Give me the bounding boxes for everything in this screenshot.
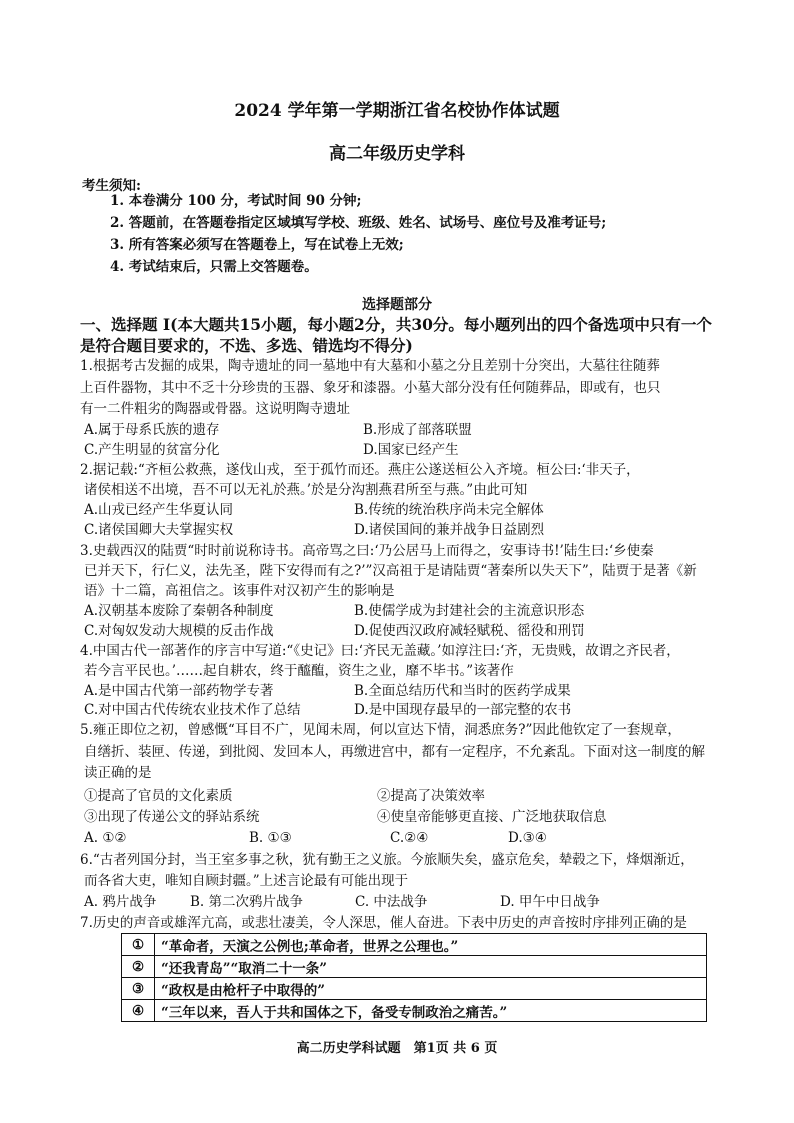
table-cell-quote: “革命者，天演之公例也;革命者，世界之公理也。” bbox=[155, 934, 707, 956]
notice-item: 1. 本卷满分 100 分，考试时间 90 分钟; bbox=[110, 193, 362, 209]
answer-option: C.②④ bbox=[390, 830, 429, 846]
answer-option: B. ①③ bbox=[249, 830, 292, 846]
table-cell-quote: “三年以来，吾人于共和国体之下，备受专制政治之痛苦。” bbox=[155, 1000, 707, 1022]
answer-option: D.促使西汉政府减轻赋税、徭役和刑罚 bbox=[354, 623, 585, 639]
question-text: 已并天下，行仁义，法先圣，陛下安得而有之?’”汉高祖于是请陆贾“著秦所以失天下”，陆贾于是著《新 bbox=[84, 563, 697, 579]
table-cell-number: ④ bbox=[122, 1000, 155, 1022]
quote-table bbox=[121, 933, 707, 1022]
notice-item: 3. 所有答案必须写在答题卷上，写在试卷上无效; bbox=[110, 237, 404, 253]
notice-item: 4. 考试结束后，只需上交答题卷。 bbox=[110, 259, 318, 275]
answer-option: A.属于母系氏族的遗存 bbox=[84, 422, 220, 438]
table-row bbox=[122, 978, 707, 1000]
answer-option: A.汉朝基本废除了秦朝各种制度 bbox=[84, 603, 274, 619]
answer-option: B. 第二次鸦片战争 bbox=[190, 894, 304, 910]
answer-option: C.诸侯国卿大夫掌握实权 bbox=[84, 522, 234, 538]
table-cell-number: ① bbox=[122, 934, 155, 956]
answer-option: C.对中国古代传统农业技术作了总结 bbox=[84, 702, 301, 718]
statement-item: ④使皇帝能够更直接、广泛地获取信息 bbox=[377, 809, 607, 825]
question-text: 而各省大吏，唯知自顾封疆。”上述言论最有可能出现于 bbox=[84, 873, 409, 889]
table-cell-number: ③ bbox=[122, 978, 155, 1000]
answer-option: D.是中国现存最早的一部完整的农书 bbox=[354, 702, 572, 718]
table-cell-number: ② bbox=[122, 956, 155, 978]
answer-option: D.③④ bbox=[508, 830, 547, 846]
question-text: 4.中国古代一部著作的序言中写道:“《史记》曰:‘齐民无盖藏。’如淳注曰:‘齐，无贵贱，故谓之齐民者， bbox=[80, 643, 680, 659]
question-text: 读正确的是 bbox=[84, 765, 152, 781]
answer-option: C.产生明显的贫富分化 bbox=[84, 442, 220, 458]
answer-option: D.国家已经产生 bbox=[363, 442, 459, 458]
answer-option: D.诸侯国间的兼并战争日益剧烈 bbox=[354, 522, 545, 538]
answer-option: A. 鸦片战争 bbox=[84, 894, 157, 910]
answer-option: A. ①② bbox=[84, 830, 127, 846]
answer-option: B.形成了部落联盟 bbox=[363, 422, 472, 438]
answer-option: B.全面总结历代和当时的医药学成果 bbox=[354, 683, 571, 699]
question-text: 5.雍正即位之初，曾感慨“耳目不广，见闻未周，何以宣达下情，洞悉庶务?”因此他钦定了一套规章， bbox=[80, 722, 681, 738]
section-instruction: 一、选择题 Ⅰ(本大题共15小题，每小题2分，共30分。每小题列出的四个备选项中只有一个 bbox=[80, 315, 712, 334]
question-text: 7.历史的声音或雄浑亢高，或悲壮凄美，令人深思，催人奋进。下表中历史的声音按时序排列正确的是 bbox=[80, 915, 687, 931]
answer-option: B.使儒学成为封建社会的主流意识形态 bbox=[354, 603, 585, 619]
section-heading: 选择题部分 bbox=[362, 297, 432, 313]
notice-heading: 考生须知: bbox=[82, 178, 141, 194]
statement-item: ②提高了决策效率 bbox=[377, 788, 485, 804]
table-cell-quote: “政权是由枪杆子中取得的” bbox=[155, 978, 707, 1000]
question-text: 自缮折、装匣、传递，到批阅、发回本人，再缴进宫中，都有一定程序，不允紊乱。下面对这一制度的解 bbox=[84, 744, 705, 760]
question-text: 1.根据考古发掘的成果，陶寺遗址的同一墓地中有大墓和小墓之分且差别十分突出，大墓往往随葬 bbox=[80, 358, 660, 374]
answer-option: D. 甲午中日战争 bbox=[500, 894, 600, 910]
question-text: 6.“古者列国分封，当王室多事之秋，犹有勤王之义旅。今旅顺失矣，盛京危矣，辇毂之下，烽烟渐近， bbox=[80, 852, 694, 868]
table-cell-quote: “还我青岛”“取消二十一条” bbox=[155, 956, 707, 978]
exam-title: 2024 学年第一学期浙江省名校协作体试题 bbox=[234, 101, 560, 121]
question-text: 诸侯相送不出境，吾不可以无礼於燕。’於是分沟割燕君所至与燕。”由此可知 bbox=[84, 482, 528, 498]
question-text: 有一二件粗劣的陶器或骨器。这说明陶寺遗址 bbox=[80, 401, 350, 417]
answer-option: C.对匈奴发动大规模的反击作战 bbox=[84, 623, 274, 639]
statement-item: ①提高了官员的文化素质 bbox=[84, 788, 233, 804]
table-row bbox=[122, 1000, 707, 1022]
question-text: 2.据记载:“齐桓公救燕，遂伐山戎，至于孤竹而还。燕庄公遂送桓公入齐境。桓公曰:‘非天子， bbox=[80, 462, 640, 478]
table-row bbox=[122, 956, 707, 978]
section-instruction: 是符合题目要求的，不选、多选、错选均不得分) bbox=[80, 336, 413, 355]
question-text: 若今言平民也。’……起自耕农，终于醯醢，资生之业，靡不毕书。”该著作 bbox=[84, 663, 514, 679]
exam-subtitle: 高二年级历史学科 bbox=[329, 144, 465, 164]
answer-option: C. 中法战争 bbox=[355, 894, 428, 910]
question-text: 3.史载西汉的陆贾“时时前说称诗书。高帝骂之曰:‘乃公居马上而得之，安事诗书!’陆生曰:‘乡使秦 bbox=[80, 543, 654, 559]
question-text: 上百件器物，其中不乏十分珍贵的玉器、象牙和漆器。小墓大部分没有任何随葬品，即或有，也只 bbox=[80, 380, 661, 396]
answer-option: A.山戎已经产生华夏认同 bbox=[84, 502, 234, 518]
answer-option: B.传统的统治秩序尚未完全解体 bbox=[354, 502, 544, 518]
notice-item: 2. 答题前，在答题卷指定区域填写学校、班级、姓名、试场号、座位号及准考证号; bbox=[110, 215, 607, 231]
page-footer: 高二历史学科试题 第1页 共 6 页 bbox=[296, 1041, 498, 1056]
table-row bbox=[122, 934, 707, 956]
question-text: 语》十二篇，高祖信之。该事件对汉初产生的影响是 bbox=[84, 583, 395, 599]
statement-item: ③出现了传递公文的驿站系统 bbox=[84, 809, 260, 825]
answer-option: A.是中国古代第一部药物学专著 bbox=[84, 683, 274, 699]
